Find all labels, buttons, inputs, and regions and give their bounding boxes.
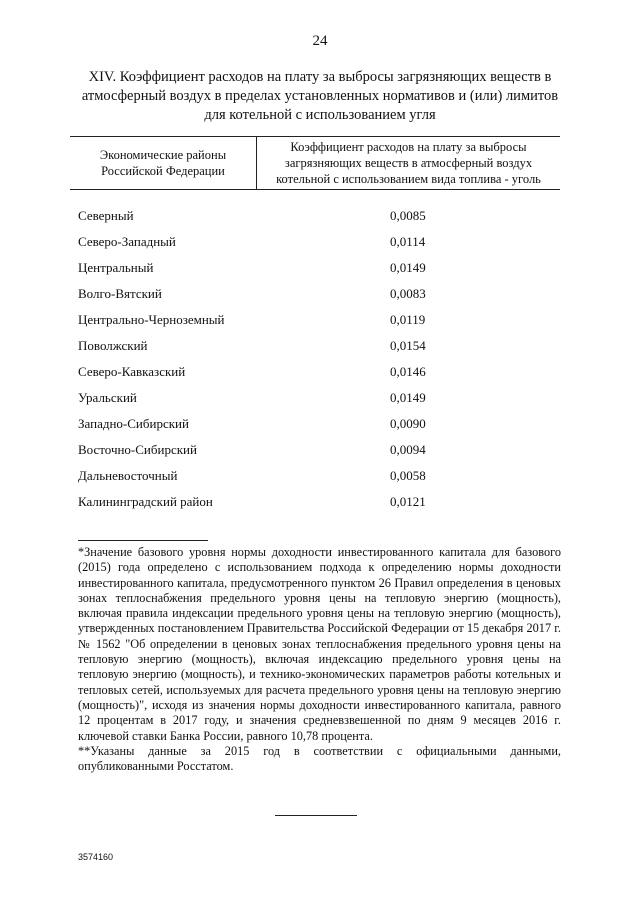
region-name: Северо-Кавказский [78,364,186,379]
coefficient-value: 0,0154 [390,338,426,353]
table-body [78,203,548,515]
region-name: Центрально-Черноземный [78,312,225,327]
region-name: Дальневосточный [78,468,178,483]
region-name: Уральский [78,390,137,405]
table-row [78,359,548,385]
footnote-second: **Указаны данные за 2015 год в соответствии с официальными данными, опубликованными Росстатом. [78,743,561,774]
region-name: Северный [78,208,134,223]
region-name: Волго-Вятский [78,286,162,301]
coefficient-value: 0,0149 [390,390,426,405]
footnote-divider [78,540,208,541]
table-row [78,385,548,411]
table-row [78,307,548,333]
table-row [78,255,548,281]
coefficient-value: 0,0083 [390,286,426,301]
coefficient-value: 0,0114 [390,234,426,249]
region-name: Калининградский район [78,494,213,509]
coefficient-value: 0,0090 [390,416,426,431]
region-name: Западно-Сибирский [78,416,189,431]
region-name: Центральный [78,260,154,275]
region-name: Северо-Западный [78,234,176,249]
coefficient-value: 0,0085 [390,208,426,223]
header-regions: Экономические районы Российской Федерации [70,137,257,189]
coefficient-value: 0,0094 [390,442,426,457]
table-header [70,136,560,190]
coefficient-value: 0,0058 [390,468,426,483]
page-number: 24 [312,33,328,49]
footnote-first: *Значение базового уровня нормы доходности инвестированного капитала для базового (2015) года определено с использованием подхода к определению нормы доходности инвестированного капитала, предусмотренного пунктом 26 Правил определения в ценовых зонах теплоснабжения предельного уровня цены на тепловую энергию (мощность), включая правила индексации предельного уровня цены на тепловую энергию (мощность), утвержденных постановлением Правительства Российской Федерации от 15 декабря 2017 г. № 1562 "Об определении в ценовых зонах теплоснабжения предельного уровня цены на тепловую энергию (мощность), включая индексацию предельного уровня цены на тепловую энергию (мощность), и технико-экономических параметров работы котельных и тепловых сетей, используемых для расчета предельного уровня цены на тепловую энергию (мощность)", исходя из значения нормы доходности инвестированного капитала, равного 12 процентам в 2017 году, и значения средневзвешенной по дням 9 месяцев 2016 г. ключевой ставки Банка России, равного 10,78 процента. [78,545,561,743]
table-row [78,281,548,307]
footnotes [78,545,561,774]
table-row [78,333,548,359]
table-row [78,229,548,255]
header-coefficient: Коэффициент расходов на плату за выбросы загрязняющих веществ в атмосферный воздух котельной с использованием вида топлива - уголь [276,140,541,186]
end-divider [275,815,357,816]
coefficient-value: 0,0121 [390,494,426,509]
table-row [78,489,548,515]
document-code: 3574160 [78,852,114,862]
table-row [78,411,548,437]
table-row [78,203,548,229]
region-name: Поволжский [78,338,148,353]
coefficient-value: 0,0146 [390,364,426,379]
table-row [78,437,548,463]
section-title: XIV. Коэффициент расходов на плату за выбросы загрязняющих веществ в атмосферный воздух в пределах установленных нормативов и (или) лимитов для котельной с использованием угля [81,69,559,123]
region-name: Восточно-Сибирский [78,442,197,457]
table-row [78,463,548,489]
coefficient-value: 0,0149 [390,260,426,275]
coefficient-value: 0,0119 [390,312,426,327]
